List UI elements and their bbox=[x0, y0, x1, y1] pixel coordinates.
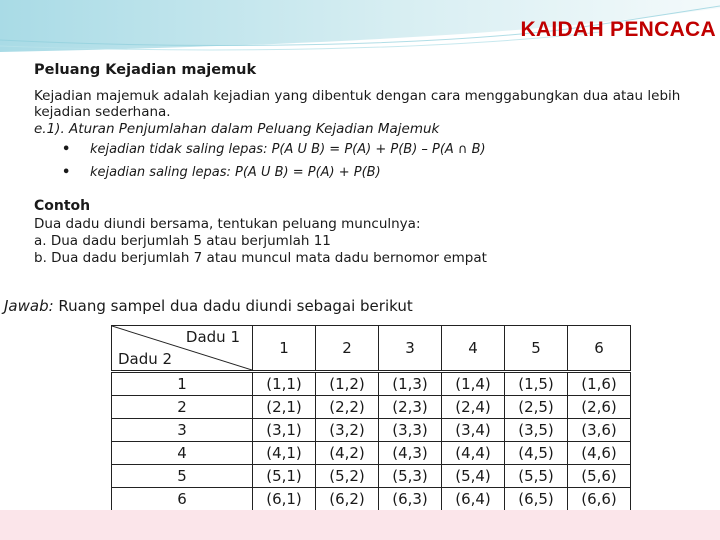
table-cell: (1,3) bbox=[379, 372, 442, 396]
column-header: 1 bbox=[253, 326, 316, 372]
table-cell: (6,1) bbox=[253, 488, 316, 511]
example-item-a: a. Dua dadu berjumlah 5 atau berjumlah 11 bbox=[34, 233, 331, 249]
column-header: 4 bbox=[442, 326, 505, 372]
table-cell: (1,6) bbox=[568, 372, 631, 396]
table-cell: (4,5) bbox=[505, 442, 568, 465]
answer-lead: Jawab: bbox=[4, 297, 54, 315]
table-cell: (4,4) bbox=[442, 442, 505, 465]
table-cell: (3,4) bbox=[442, 419, 505, 442]
slide-title: KAIDAH PENCACA bbox=[520, 18, 716, 41]
column-header: 5 bbox=[505, 326, 568, 372]
corner-cell bbox=[112, 326, 253, 372]
table-cell: (6,3) bbox=[379, 488, 442, 511]
section-heading: Peluang Kejadian majemuk bbox=[34, 62, 257, 78]
table-cell: (4,2) bbox=[316, 442, 379, 465]
table-cell: (2,1) bbox=[253, 396, 316, 419]
table-row bbox=[112, 372, 631, 396]
table-cell: (5,6) bbox=[568, 465, 631, 488]
table-row bbox=[112, 465, 631, 488]
row-label: 6 bbox=[112, 488, 253, 511]
rule-title: e.1). Aturan Penjumlahan dalam Peluang Kejadian Majemuk bbox=[34, 121, 440, 137]
table-cell: (1,1) bbox=[253, 372, 316, 396]
row-label: 4 bbox=[112, 442, 253, 465]
example-intro: Dua dadu diundi bersama, tentukan peluang munculnya: bbox=[34, 216, 421, 232]
table-cell: (5,4) bbox=[442, 465, 505, 488]
main-content bbox=[34, 62, 714, 267]
table-cell: (5,2) bbox=[316, 465, 379, 488]
row-label: 5 bbox=[112, 465, 253, 488]
table-cell: (3,5) bbox=[505, 419, 568, 442]
example-heading: Contoh bbox=[34, 198, 91, 214]
table-row bbox=[112, 419, 631, 442]
table-cell: (3,1) bbox=[253, 419, 316, 442]
column-header: 2 bbox=[316, 326, 379, 372]
table-header-row bbox=[112, 326, 631, 372]
definition-text: Kejadian majemuk adalah kejadian yang dibentuk dengan cara menggabungkan dua atau lebih kejadian sederhana. bbox=[34, 88, 681, 120]
table-cell: (6,2) bbox=[316, 488, 379, 511]
table-cell: (4,1) bbox=[253, 442, 316, 465]
column-header: 6 bbox=[568, 326, 631, 372]
rule-list bbox=[34, 138, 714, 184]
table-cell: (2,4) bbox=[442, 396, 505, 419]
corner-label-dadu-1: Dadu 1 bbox=[185, 328, 240, 346]
corner-label-dadu-2: Dadu 2 bbox=[118, 350, 173, 368]
example-item-b: b. Dua dadu berjumlah 7 atau muncul mata dadu bernomor empat bbox=[34, 250, 487, 266]
table-cell: (5,3) bbox=[379, 465, 442, 488]
table-cell: (4,6) bbox=[568, 442, 631, 465]
row-label: 3 bbox=[112, 419, 253, 442]
table-cell: (6,5) bbox=[505, 488, 568, 511]
row-label: 1 bbox=[112, 372, 253, 396]
table-cell: (5,5) bbox=[505, 465, 568, 488]
table-cell: (2,6) bbox=[568, 396, 631, 419]
table-cell: (4,3) bbox=[379, 442, 442, 465]
answer-text: Ruang sampel dua dadu diundi sebagai berikut bbox=[53, 297, 413, 315]
table-cell: (2,3) bbox=[379, 396, 442, 419]
table-row bbox=[112, 442, 631, 465]
table-cell: (6,4) bbox=[442, 488, 505, 511]
table-cell: (2,5) bbox=[505, 396, 568, 419]
table-cell: (3,3) bbox=[379, 419, 442, 442]
footer-band bbox=[0, 510, 720, 540]
rule-item-mutually-exclusive: • kejadian saling lepas: P(A U B) = P(A) + P(B) bbox=[90, 161, 714, 184]
table-cell: (1,2) bbox=[316, 372, 379, 396]
table-cell: (5,1) bbox=[253, 465, 316, 488]
table-cell: (3,2) bbox=[316, 419, 379, 442]
column-header: 3 bbox=[379, 326, 442, 372]
table-cell: (1,5) bbox=[505, 372, 568, 396]
table-cell: (6,6) bbox=[568, 488, 631, 511]
sample-space-table bbox=[111, 325, 631, 511]
answer-line bbox=[4, 297, 413, 315]
rule-item-not-mutually-exclusive: • kejadian tidak saling lepas: P(A U B) = P(A) + P(B) – P(A ∩ B) bbox=[90, 138, 714, 161]
table-cell: (1,4) bbox=[442, 372, 505, 396]
table-row bbox=[112, 488, 631, 511]
table-cell: (3,6) bbox=[568, 419, 631, 442]
table-cell: (2,2) bbox=[316, 396, 379, 419]
row-label: 2 bbox=[112, 396, 253, 419]
table-row bbox=[112, 396, 631, 419]
